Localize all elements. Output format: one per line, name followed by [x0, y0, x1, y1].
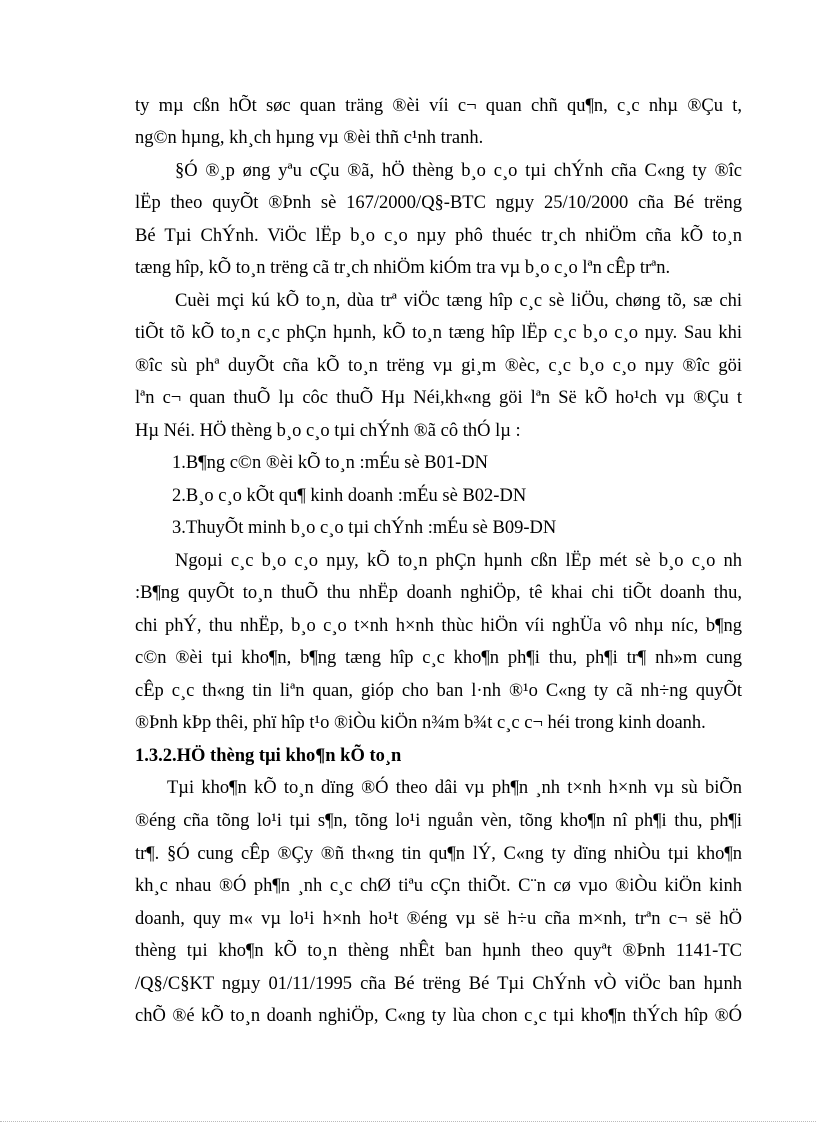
- text-line: Ngoµi c¸c b¸o c¸o nµy, kÕ to¸n phÇn hµnh cßn lËp mét sè b¸o c¸o nh: [175, 551, 742, 571]
- text-line: kh¸c nhau ®Ó ph¶n ¸nh c¸c chØ tiªu cÇn thiÕt. C¨n cø vµo ®iÒu kiÖn kinh: [135, 876, 742, 896]
- text-line: ®îc sù phª duyÕt cña kÕ to¸n trëng vµ gi¸m ®èc, c¸c b¸o c¸o nµy ®îc göi: [135, 356, 742, 376]
- page-bottom-divider: [0, 1121, 816, 1122]
- text-line: tiÕt tõ kÕ to¸n c¸c phÇn hµnh, kÕ to¸n tæng hîp lËp c¸c b¸o c¸o nµy. Sau khi: [135, 323, 742, 343]
- list-item: 3.ThuyÕt minh b¸o c¸o tµi chÝnh :mÉu sè B09-DN: [172, 518, 557, 538]
- text-line: chÕ ®é kÕ to¸n doanh nghiÖp, C«ng ty lùa chon c¸c tµi kho¶n thÝch hîp ®Ó: [135, 1006, 742, 1026]
- text-line: thèng tµi kho¶n kÕ to¸n thèng nhÊt ban hµnh theo quyªt ®Þnh 1141-TC: [135, 941, 742, 961]
- text-line: ®Þnh kÞp thêi, phï hîp t¹o ®iÒu kiÖn n¾m b¾t c¸c c¬ héi trong kinh doanh.: [135, 713, 706, 733]
- text-line: Bé Tµi ChÝnh. ViÖc lËp b¸o c¸o nµy phô thuéc tr¸ch nhiÖm cña kÕ to¸n: [135, 226, 742, 246]
- text-line: ng©n hµng, kh¸ch hµng vµ ®èi thñ c¹nh tranh.: [135, 128, 484, 148]
- text-line: tæng hîp, kÕ to¸n trëng cã tr¸ch nhiÖm kiÓm tra vµ b¸o c¸o lªn cÊp trªn.: [135, 258, 671, 278]
- text-line: c©n ®èi tµi kho¶n, b¶ng tæng hîp c¸c kho¶n ph¶i thu, ph¶i tr¶ nh»m cung: [135, 648, 742, 668]
- text-line: ty mµ cßn hÕt søc quan träng ®èi víi c¬ quan chñ qu¶n, c¸c nhµ ®Çu t,: [135, 96, 742, 116]
- text-line: /Q§/C§KT ngµy 01/11/1995 cña Bé trëng Bé Tµi ChÝnh vÒ viÖc ban hµnh: [135, 974, 742, 994]
- text-line: Cuèi mçi kú kÕ to¸n, dùa trª viÖc tæng hîp c¸c sè liÖu, chøng tõ, sæ chi: [175, 291, 742, 311]
- text-line: lËp theo quyÕt ®Þnh sè 167/2000/Q§-BTC ngµy 25/10/2000 cña Bé trëng: [135, 193, 742, 213]
- text-line: ®éng cña tõng lo¹i tµi s¶n, tõng lo¹i nguån vèn, tõng kho¶n nî ph¶i thu, ph¶i: [135, 811, 742, 831]
- text-line: Tµi kho¶n kÕ to¸n dïng ®Ó theo dâi vµ ph¶n ¸nh t×nh h×nh vµ sù biÕn: [167, 778, 742, 798]
- section-heading: 1.3.2.HÖ thèng tµi kho¶n kÕ to¸n: [135, 746, 402, 766]
- text-line: lªn c¬ quan thuÕ lµ côc thuÕ Hµ Néi,kh«ng göi lªn Së kÕ ho¹ch vµ ®Çu t: [135, 388, 742, 408]
- list-item: 2.B¸o c¸o kÕt qu¶ kinh doanh :mÉu sè B02-DN: [172, 486, 527, 506]
- text-line: doanh, quy m« vµ lo¹i h×nh ho¹t ®éng vµ së h÷u cña m×nh, trªn c¬ së hÖ: [135, 909, 742, 929]
- text-line: tr¶. §Ó cung cÊp ®Çy ®ñ th«ng tin qu¶n lÝ, C«ng ty dïng nhiÒu tµi kho¶n: [135, 844, 742, 864]
- text-line: cÊp c¸c th«ng tin liªn quan, gióp cho ban l·nh ®¹o C«ng ty cã nh÷ng quyÕt: [135, 681, 742, 701]
- text-line: Hµ Néi. HÖ thèng b¸o c¸o tµi chÝnh ®ã cô thÓ lµ :: [135, 421, 521, 441]
- text-line: :B¶ng quyÕt to¸n thuÕ thu nhËp doanh nghiÖp, tê khai chi tiÕt doanh thu,: [135, 583, 742, 603]
- list-item: 1.B¶ng c©n ®èi kÕ to¸n :mÉu sè B01-DN: [172, 453, 489, 473]
- text-line: §Ó ®¸p øng yªu cÇu ®ã, hÖ thèng b¸o c¸o tµi chÝnh cña C«ng ty ®îc: [175, 161, 742, 181]
- text-line: chi phÝ, thu nhËp, b¸o c¸o t×nh h×nh thùc hiÖn víi nghÜa vô nhµ níc, b¶ng: [135, 616, 742, 636]
